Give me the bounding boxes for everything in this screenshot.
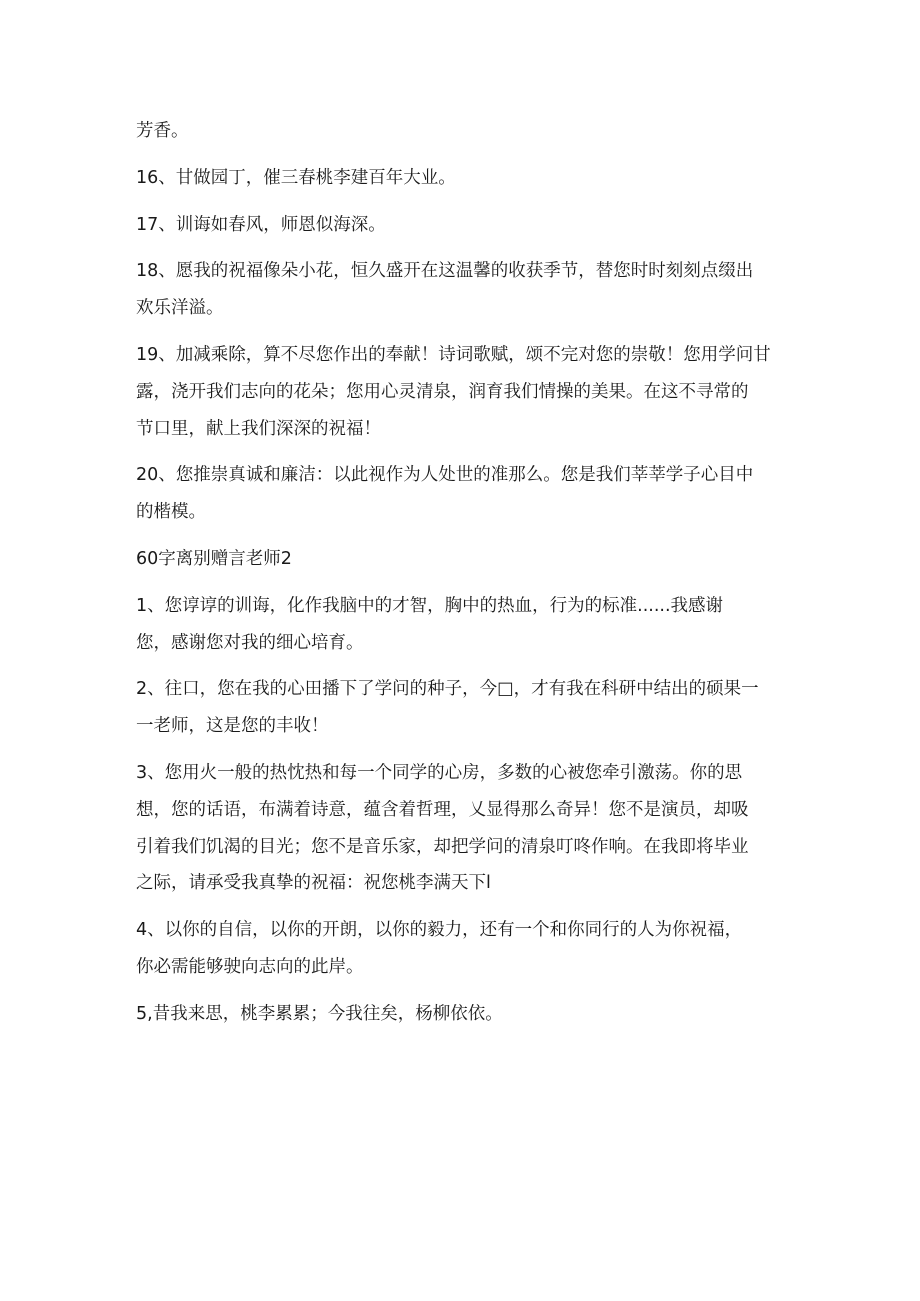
paragraph — [136, 160, 786, 197]
section-heading — [136, 541, 786, 578]
paragraph — [136, 113, 786, 150]
text-line: 之际，请承受我真挚的祝福：祝您桃李满天下l — [136, 873, 491, 894]
text-line: 19、加减乘除，算不尽您作出的奉献！诗词歌赋，颂不完对您的崇敬！您用学问甘 — [136, 344, 771, 365]
paragraph — [136, 671, 786, 745]
text-line: 一老师，这是您的丰收！ — [136, 716, 329, 737]
paragraph — [136, 457, 786, 531]
text-line: 18、愿我的祝福像朵小花，恒久盛开在这温馨的收获季节，替您时时刻刻点缀出 — [136, 261, 754, 282]
text-line: 想，您的话语，布满着诗意，蕴含着哲理，乂显得那么奇异！您不是演员，却吸 — [136, 799, 749, 820]
paragraph — [136, 253, 786, 327]
text-line: 1、您谆谆的训诲，化作我脑中的才智，胸中的热血，行为的标准......我感谢 — [136, 595, 724, 616]
text-line: 引着我们饥渴的目光；您不是音乐家，却把学问的清泉叮咚作响。在我即将毕业 — [136, 836, 749, 857]
heading-text: 60字离别赠言老师2 — [136, 548, 292, 569]
text-line: 您，感谢您对我的细心培育。 — [136, 632, 364, 653]
paragraph — [136, 207, 786, 244]
text-line: 5,昔我来思，桃李累累；今我往矣，杨柳依依。 — [136, 1003, 503, 1024]
text-line: 4、以你的自信，以你的开朗，以你的毅力，还有一个和你同行的人为你祝福， — [136, 920, 743, 941]
paragraph — [136, 996, 786, 1033]
paragraph — [136, 755, 786, 902]
text-line: 2、往口，您在我的心田播下了学问的种子，今□，才有我在科研中结出的硕果一 — [136, 679, 759, 700]
text-line: 露，浇开我们志向的花朵；您用心灵清泉，润育我们情操的美果。在这不寻常的 — [136, 381, 749, 402]
paragraph — [136, 337, 786, 447]
document-body — [136, 113, 786, 1043]
text-line: 20、您推崇真诚和廉洁：以此视作为人处世的准那么。您是我们莘莘学子心目中 — [136, 465, 754, 486]
paragraph — [136, 912, 786, 986]
text-line: 17、训诲如春风，师恩似海深。 — [136, 214, 386, 235]
text-line: 16、甘做园丁，催三春桃李建百年大业。 — [136, 167, 456, 188]
text-line: 欢乐洋溢。 — [136, 298, 224, 319]
text-line: 3、您用火一般的热忱热和每一个同学的心房，多数的心被您牵引激荡。你的思 — [136, 762, 743, 783]
text-line: 节口里，献上我们深深的祝福！ — [136, 418, 381, 439]
text-line: 的楷模。 — [136, 502, 206, 523]
text-line: 你必需能够驶向志向的此岸。 — [136, 956, 364, 977]
paragraph — [136, 588, 786, 662]
text-line: 芳香。 — [136, 121, 189, 141]
